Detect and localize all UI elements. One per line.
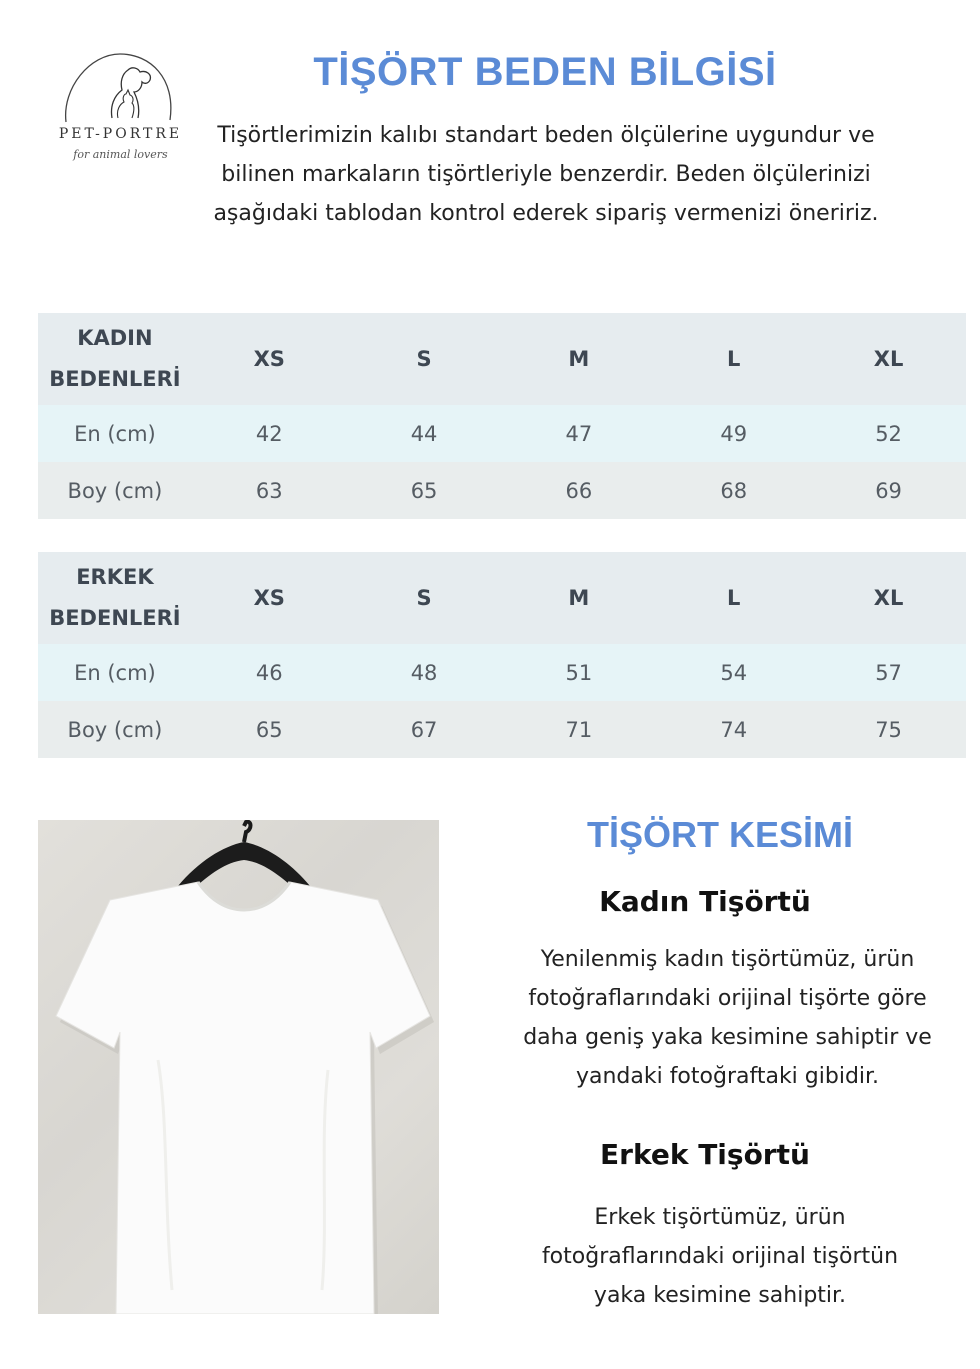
table-cell: 44 — [347, 405, 502, 462]
table-cell: 47 — [501, 405, 656, 462]
page-title: TİŞÖRT BEDEN BİLGİSİ — [313, 50, 777, 94]
table-cell: 71 — [501, 701, 656, 758]
table-label: ERKEK BEDENLERİ — [38, 552, 192, 644]
table-cell: 63 — [192, 462, 347, 519]
row-label: En (cm) — [38, 644, 192, 701]
table-cell: 48 — [347, 644, 502, 701]
table-cell: 51 — [501, 644, 656, 701]
table-header-row — [38, 313, 966, 405]
table-cell: 57 — [811, 644, 966, 701]
table-cell: 68 — [656, 462, 811, 519]
cut-section-title: TİŞÖRT KESİMİ — [586, 814, 853, 855]
size-xs: XS — [192, 313, 347, 405]
size-s: S — [347, 313, 502, 405]
size-m: M — [501, 313, 656, 405]
table-label: KADIN BEDENLERİ — [38, 313, 192, 405]
table-cell: 74 — [656, 701, 811, 758]
table-cell: 54 — [656, 644, 811, 701]
table-cell: 69 — [811, 462, 966, 519]
brand-logo — [38, 48, 203, 173]
men-tshirt-title: Erkek Tişörtü — [600, 1138, 810, 1171]
table-cell: 65 — [192, 701, 347, 758]
size-l: L — [656, 552, 811, 644]
tshirt-photo — [38, 820, 439, 1314]
size-xl: XL — [811, 552, 966, 644]
dog-cat-icon — [60, 48, 180, 126]
table-row — [38, 405, 966, 462]
women-tshirt-text: Yenilenmiş kadın tişörtümüz, ürün fotoğraflarındaki orijinal tişörte göre daha geniş yaka kesimine sahiptir ve yandaki fotoğraftaki gibidir. — [523, 947, 932, 1089]
size-s: S — [347, 552, 502, 644]
table-cell: 66 — [501, 462, 656, 519]
table-header-row — [38, 552, 966, 644]
table-cell: 75 — [811, 701, 966, 758]
brand-tagline: for animal lovers — [73, 148, 168, 161]
table-row — [38, 644, 966, 701]
tshirt-on-hanger-image — [38, 820, 439, 1314]
table-cell: 46 — [192, 644, 347, 701]
size-l: L — [656, 313, 811, 405]
women-size-table — [38, 313, 966, 519]
size-m: M — [501, 552, 656, 644]
row-label: En (cm) — [38, 405, 192, 462]
table-row — [38, 701, 966, 758]
table-cell: 49 — [656, 405, 811, 462]
row-label: Boy (cm) — [38, 701, 192, 758]
size-xl: XL — [811, 313, 966, 405]
table-row — [38, 462, 966, 519]
intro-text: Tişörtlerimizin kalıbı standart beden ölçülerine uygundur ve bilinen markaların tişörtleriyle benzerdir. Beden ölçülerinizi aşağıdaki tablodan kontrol ederek sipariş vermenizi öneririz. — [213, 123, 879, 226]
men-tshirt-text: Erkek tişörtümüz, ürün fotoğraflarındaki orijinal tişörtün yaka kesimine sahiptir. — [541, 1205, 899, 1308]
table-cell: 42 — [192, 405, 347, 462]
men-size-table — [38, 552, 966, 758]
row-label: Boy (cm) — [38, 462, 192, 519]
table-cell: 52 — [811, 405, 966, 462]
table-cell: 65 — [347, 462, 502, 519]
women-tshirt-title: Kadın Tişörtü — [599, 885, 811, 918]
brand-name: PET-PORTRE — [58, 126, 183, 142]
table-cell: 67 — [347, 701, 502, 758]
size-xs: XS — [192, 552, 347, 644]
